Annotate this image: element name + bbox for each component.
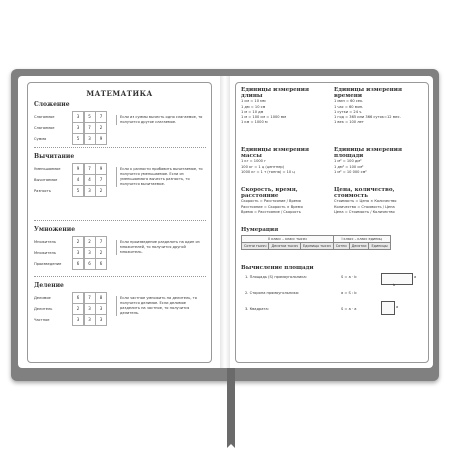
cell: 9 xyxy=(95,133,107,145)
rule-text: Если произведение разделить на один из множителей, то получится другой множитель. xyxy=(116,240,206,255)
cell: 3 xyxy=(72,314,84,326)
text-line: 1 м = 10 дм xyxy=(241,109,264,114)
cell: 9 xyxy=(95,163,107,175)
row-label: Частное xyxy=(34,317,50,322)
cell: 3 xyxy=(95,303,107,315)
area-item-label: 2. Сторона прямоугольника: xyxy=(245,291,300,296)
formula: S = a · b xyxy=(341,275,357,280)
cell: 3 xyxy=(84,133,96,145)
cell: 6 xyxy=(72,258,84,270)
formula: Стоимость = Цена × Количество xyxy=(334,199,397,204)
cell: 5 xyxy=(72,185,84,197)
cell: 2 xyxy=(95,122,107,134)
divider xyxy=(34,147,206,148)
mass-units xyxy=(241,147,329,175)
row-label: Множитель xyxy=(34,250,56,255)
column-header: Единицы xyxy=(369,243,390,250)
text-line: 1 м = 100 см = 1000 мм xyxy=(241,115,287,120)
rule-text: Если из суммы вычесть одно слагаемое, то получится другое слагаемое. xyxy=(116,115,206,125)
side-label: b xyxy=(393,283,396,288)
area-item-label: 1. Площадь (S) прямоугольника: xyxy=(245,275,307,280)
formula: Расстояние = Скорость × Время xyxy=(241,204,303,209)
cell: 7 xyxy=(84,122,96,134)
numbering-section xyxy=(241,227,423,257)
cell: 6 xyxy=(84,258,96,270)
text-line: 1 км = 1000 м xyxy=(241,120,268,125)
section-addition xyxy=(34,101,206,144)
text-line: 1 мин = 60 сек. xyxy=(334,99,364,104)
row-label: Произведение xyxy=(34,261,62,266)
price-quantity-cost xyxy=(334,187,422,215)
cell: 3 xyxy=(84,247,96,259)
table-row xyxy=(34,258,206,269)
formula: a = S : b xyxy=(341,291,357,296)
column-header: Десятки тысяч xyxy=(269,243,301,250)
section-heading: Деление xyxy=(34,282,64,289)
right-page xyxy=(230,76,433,368)
side-label: a xyxy=(414,275,417,280)
text-line: 1 сутки = 24 ч. xyxy=(334,109,363,114)
right-page-frame xyxy=(235,82,429,363)
text-line: 1 см = 10 мм xyxy=(241,99,266,104)
cell: 7 xyxy=(95,111,107,123)
cell: 4 xyxy=(72,174,84,186)
time-units xyxy=(334,87,422,125)
cell: 5 xyxy=(72,133,84,145)
cell: 3 xyxy=(84,185,96,197)
row-label: Множитель xyxy=(34,239,56,244)
text-line: 1 час = 60 мин. xyxy=(334,104,364,109)
section-heading: Единицы измерения массы xyxy=(241,147,310,160)
section-heading: Цена, количество, стоимость xyxy=(334,187,395,200)
cell: 7 xyxy=(84,292,96,304)
cell: 2 xyxy=(95,185,107,197)
cell: 6 xyxy=(72,292,84,304)
cell: 2 xyxy=(72,236,84,248)
cell: 5 xyxy=(84,111,96,123)
row-label: Вычитаемое xyxy=(34,177,58,182)
cell: 2 xyxy=(84,236,96,248)
side-label: a xyxy=(396,305,399,310)
cell: 6 xyxy=(95,258,107,270)
row-label: Слагаемое xyxy=(34,125,55,130)
row-label: Делимое xyxy=(34,295,51,300)
section-subtraction xyxy=(34,153,206,196)
cell: 3 xyxy=(72,247,84,259)
area-item-label: 3. Квадрата: xyxy=(245,307,269,312)
table-row xyxy=(34,133,206,144)
column-header: Десятки xyxy=(349,243,369,250)
section-heading: Сложение xyxy=(34,101,70,108)
section-heading: Нумерация xyxy=(241,227,279,233)
row-label: Делитель xyxy=(34,306,53,311)
speed-time-distance xyxy=(241,187,329,215)
cell: 2 xyxy=(95,247,107,259)
column-header: Сотни тысяч xyxy=(242,243,269,250)
column-header: Сотни xyxy=(333,243,349,250)
class-header: II класс – класс тысяч xyxy=(242,236,334,243)
section-heading: Умножение xyxy=(34,226,76,233)
row-label: Разность xyxy=(34,188,52,193)
cell: 9 xyxy=(72,163,84,175)
row-label: Слагаемое xyxy=(34,114,55,119)
rectangle-shape xyxy=(381,273,413,285)
formula: Время = Расстояние / Скорость xyxy=(241,209,301,214)
square-shape xyxy=(381,301,395,315)
cell: 3 xyxy=(84,314,96,326)
column-header: Единицы тысяч xyxy=(301,243,334,250)
page-title: МАТЕМАТИКА xyxy=(86,89,153,98)
bookmark-ribbon xyxy=(227,368,235,444)
cell: 7 xyxy=(84,163,96,175)
section-heading: Вычитание xyxy=(34,153,75,160)
section-multiplication xyxy=(34,226,206,269)
cell: 4 xyxy=(84,174,96,186)
section-heading: Вычисление площади xyxy=(241,265,314,271)
text-line: 1 м² = 10 000 см² xyxy=(334,169,367,174)
divider xyxy=(34,220,206,221)
book-spine xyxy=(220,76,230,368)
formula: S = a · a xyxy=(341,307,357,312)
section-heading: Единицы измерения времени xyxy=(334,87,403,100)
left-page xyxy=(18,76,220,368)
text-line: 1000 кг = 1 т (тонна) = 10 ц xyxy=(241,169,295,174)
cell: 3 xyxy=(95,314,107,326)
cell: 8 xyxy=(95,292,107,304)
formula: Цена = Стоимость / Количество xyxy=(334,209,395,214)
row-label: Уменьшаемое xyxy=(34,166,61,171)
length-units xyxy=(241,87,329,125)
section-heading: Скорость, время, расстояние xyxy=(241,187,298,200)
text-line: 100 кг = 1 ц (центнер) xyxy=(241,164,285,169)
cell: 3 xyxy=(72,122,84,134)
numbering-table xyxy=(241,235,391,250)
cell: 3 xyxy=(84,303,96,315)
text-line: 1 дм² = 100 см² xyxy=(334,164,364,169)
left-page-frame xyxy=(27,82,212,363)
area-units xyxy=(334,147,422,175)
class-header: I класс – класс единиц xyxy=(333,236,390,243)
cell: 7 xyxy=(95,174,107,186)
area-calculation xyxy=(241,265,423,331)
formula: Количество = Стоимость / Цена xyxy=(334,204,395,209)
section-heading: Единицы измерения площади xyxy=(334,147,403,160)
rule-text: Если к разности прибавить вычитаемое, то получится уменьшаемое. Если из уменьшаемого вычесть разность, то получится вычитаемое. xyxy=(116,167,206,187)
section-division xyxy=(34,282,206,325)
text-line: 1 век = 100 лет xyxy=(334,120,364,125)
row-label: Сумма xyxy=(34,136,47,141)
text-line: 1 м² = 100 дм² xyxy=(334,159,362,164)
text-line: 1 кг = 1000 г xyxy=(241,159,266,164)
cell: 3 xyxy=(72,111,84,123)
divider xyxy=(34,276,206,277)
cell: 2 xyxy=(72,303,84,315)
text-line: 1 год = 365 или 366 суток=12 мес. xyxy=(334,115,401,120)
rule-text: Если частное умножить на делитель, то получится делимое. Если делимое разделить на частное, то получится делитель. xyxy=(116,296,206,316)
text-line: 1 дм = 10 см xyxy=(241,104,266,109)
cell: 7 xyxy=(95,236,107,248)
section-heading: Единицы измерения длины xyxy=(241,87,310,100)
formula: Скорость = Расстояние / Время xyxy=(241,199,301,204)
